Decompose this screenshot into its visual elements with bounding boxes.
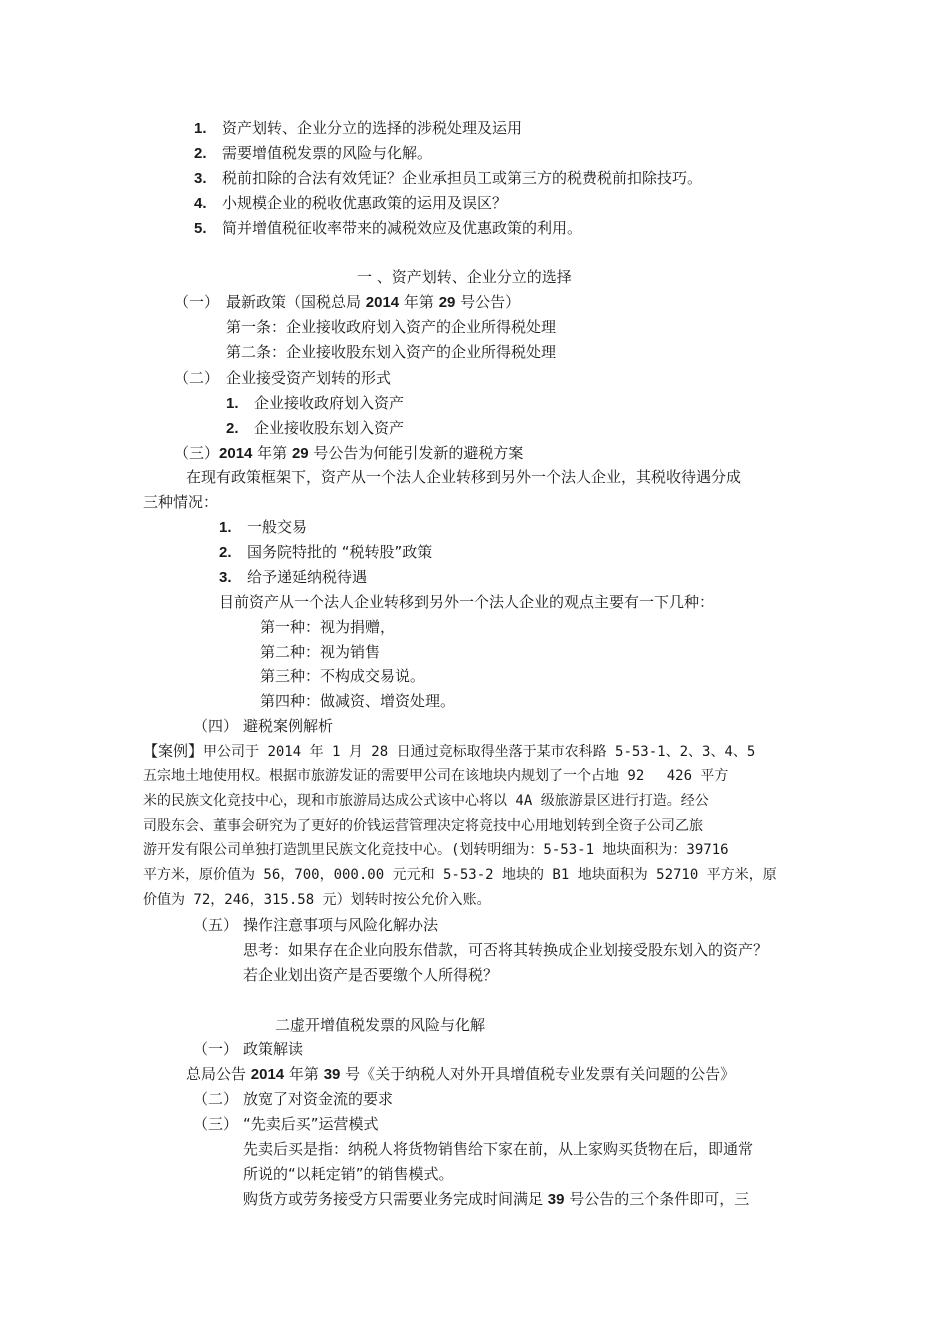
article-2: 第二条：企业接收股东划入资产的企业所得税处理 <box>226 343 557 361</box>
case-line: 司股东会、董事会研究为了更好的价钱运营管理决定将竞技中心用地划转到全资子公司乙旅 <box>143 818 703 834</box>
list-text: 税前扣除的合法有效凭证？企业承担员工或第三方的税费税前扣除技巧。 <box>222 169 703 187</box>
section2-heading-3: （三） “先卖后买”运营模式 <box>193 1115 379 1133</box>
case-item: 2. 国务院特批的 “税转股”政策 <box>219 543 433 561</box>
list-number: 2. <box>194 145 207 162</box>
case-line: 【案例】甲公司于 2014 年 1 月 28 日通过竞标取得坐落于某市农科路 5-53-1、2、3、4、5 <box>143 742 756 760</box>
views-intro: 目前资产从一个法人企业转移到另外一个法人企业的观点主要有一下几种： <box>219 593 715 611</box>
intro-list-item <box>194 118 522 139</box>
article-1: 第一条：企业接收政府划入资产的企业所得税处理 <box>226 318 557 336</box>
case-item: 3. 给予递延纳税待遇 <box>219 568 368 586</box>
view-item: 第一种：视为捐赠， <box>260 618 396 636</box>
section2-heading-2: （二） 放宽了对资金流的要求 <box>193 1090 394 1108</box>
list-text: 简并增值税征收率带来的减税效应及优惠政策的利用。 <box>222 219 583 237</box>
intro-list-item <box>194 193 507 214</box>
think-line: 思考：如果存在企业向股东借款，可否将其转换成企业划接受股东划入的资产？ <box>243 941 769 959</box>
list-text: 需要增值税发票的风险与化解。 <box>222 144 433 162</box>
case-item: 1. 一般交易 <box>219 518 308 536</box>
view-item: 第三种：不构成交易说。 <box>260 667 426 685</box>
list-text: 小规模企业的税收优惠政策的运用及误区？ <box>222 194 508 212</box>
list-number: 4. <box>194 195 207 212</box>
form-item: 1. 企业接收政府划入资产 <box>226 394 405 412</box>
view-item: 第二种：视为销售 <box>260 643 381 661</box>
paragraph-line: 购货方或劳务接受方只需要业务完成时间满足 39 号公告的三个条件即可，三 <box>243 1190 750 1208</box>
case-line: 米的民族文化竞技中心，现和市旅游局达成公式该中心将以 4A 级旅游景区进行打造。经公 <box>143 793 709 809</box>
section2-heading-1: （一） 政策解读 <box>193 1040 304 1058</box>
paragraph-line: 所说的“以耗定销”的销售模式。 <box>243 1165 454 1183</box>
case-line: 五宗地土地使用权。根据市旅游发证的需要甲公司在该地块内规划了一个占地 92 426 平方 <box>143 768 729 784</box>
paragraph-line: 先卖后买是指：纳税人将货物销售给下家在前，从上家购买货物在后，即通常 <box>243 1140 754 1158</box>
paragraph-line: 三种情况： <box>143 493 219 511</box>
section1-heading-5: （五） 操作注意事项与风险化解办法 <box>193 916 439 934</box>
list-number: 1. <box>194 120 207 137</box>
list-number: 3. <box>194 170 207 187</box>
think-line: 若企业划出资产是否要缴个人所得税？ <box>243 966 499 984</box>
section1-heading-4: （四） 避税案例解析 <box>193 717 334 735</box>
case-tag: 【案例】 <box>143 742 204 760</box>
form-item: 2. 企业接收股东划入资产 <box>226 419 405 437</box>
list-text: 资产划转、企业分立的选择的涉税处理及运用 <box>222 119 523 137</box>
section1-heading-1: （一） 最新政策（国税总局 2014 年第 29 号公告） <box>174 293 521 311</box>
paragraph-line: 在现有政策框架下，资产从一个法人企业转移到另外一个法人企业，其税收待遇分成 <box>186 468 742 486</box>
intro-list-item <box>194 143 432 164</box>
section1-heading-3: （三）2014 年第 29 号公告为何能引发新的避税方案 <box>174 444 524 462</box>
list-number: 5. <box>194 220 207 237</box>
section1-heading-2: （二） 企业接受资产划转的形式 <box>174 369 392 387</box>
intro-list-item <box>194 168 702 189</box>
case-line: 价值为 72，246，315.58 元）划转时按公允价入账。 <box>143 892 491 908</box>
intro-list-item <box>194 218 582 239</box>
case-line: 平方米，原价值为 56，700，000.00 元元和 5-53-2 地块的 B1 地块面积为 52710 平方米，原 <box>143 867 777 883</box>
notice-line: 总局公告 2014 年第 39 号《关于纳税人对外开具增值税专业发票有关问题的公告》 <box>186 1065 736 1083</box>
case-line: 游开发有限公司单独打造凯里民族文化竞技中心。(划转明细为：5-53-1 地块面积为：39716 <box>143 842 729 858</box>
view-item: 第四种：做减资、增资处理。 <box>260 692 456 710</box>
section1-title: 一 、资产划转、企业分立的选择 <box>357 268 572 286</box>
section2-title: 二虚开增值税发票的风险与化解 <box>275 1016 486 1034</box>
